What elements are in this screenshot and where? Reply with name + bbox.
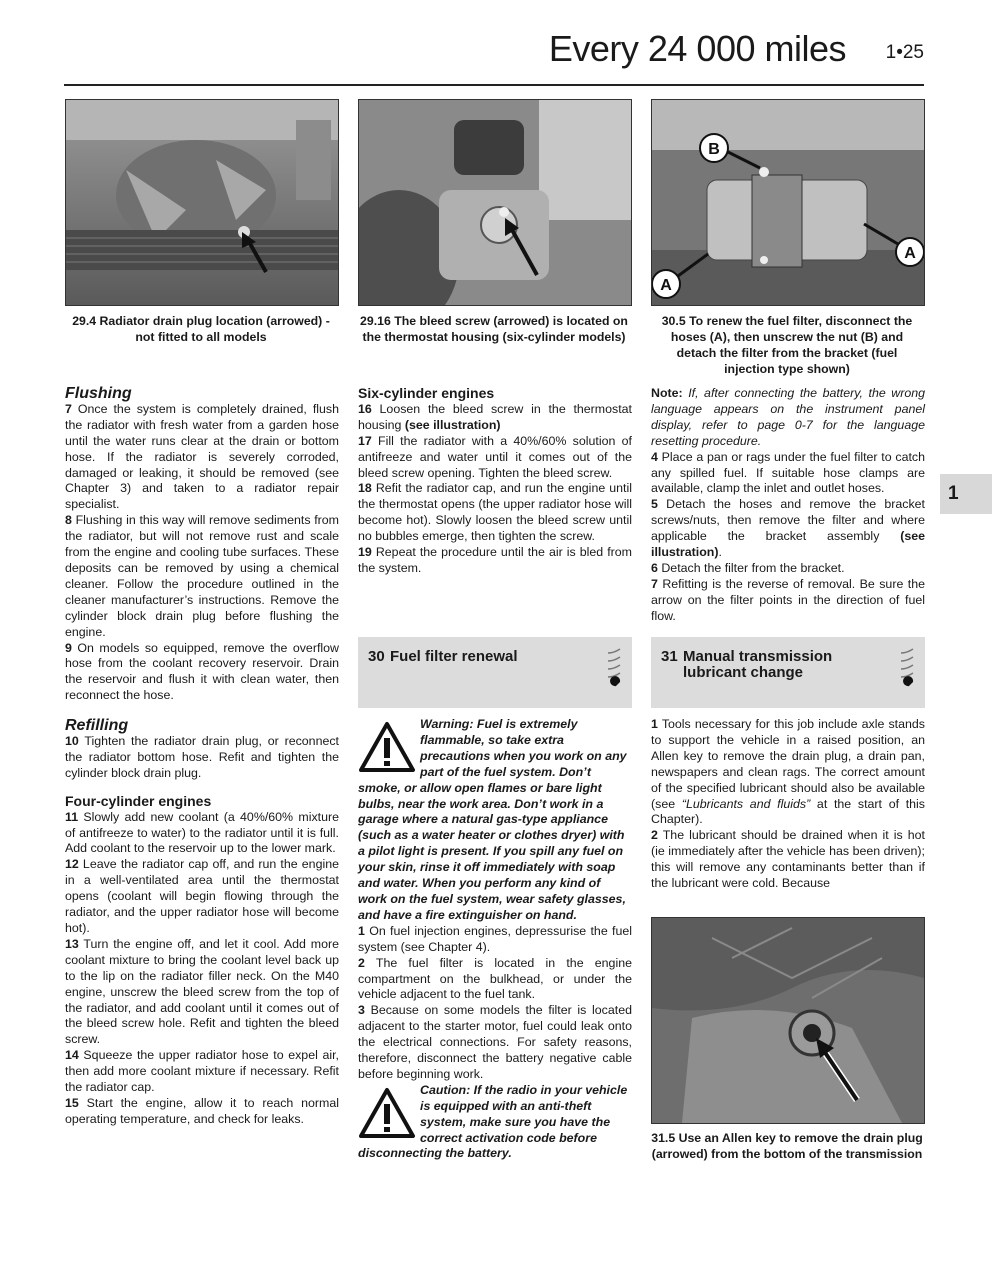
caption-photo-3: 30.5 To renew the fuel filter, disconnect the hoses (A), then unscrew the nut (B) and detach the filter from the bracket (fuel injection type shown) [661,314,913,376]
para-30-5: 5 Detach the hoses and remove the bracket screws/nuts, then remove the filter and where applicable the bracket assembly (see illustration). [651,497,925,560]
para-30-7: 7 Refitting is the reverse of removal. Be sure the arrow on the filter points in the direction of fuel flow. [651,576,925,623]
para-31-2: 2 The lubricant should be drained when it is hot (ie immediately after the vehicle has been driven); this will remove any contaminants better than if the lubricant were cold. Because [651,828,925,891]
chapter-tab: 1 [940,474,992,514]
para-30-6: 6 Detach the filter from the bracket. [651,560,845,575]
page-number: 1•25 [885,42,924,63]
wrench-difficulty-icon [604,647,624,699]
label-b: B [708,141,720,158]
para-19: 19 Repeat the procedure until the air is bled from the system. [358,545,632,575]
para-12: 12 Leave the radiator cap off, and run the engine in a well-ventilated area until the thermostat opens (coolant will begin flowing through the radiator, and the upper radiator hose will become hot). [65,857,339,935]
para-30-2: 2 The fuel filter is located in the engine compartment on the bulkhead, or under the vehicle adjacent to the fuel tank. [358,955,632,1002]
column-2-lower [358,717,632,1162]
section-30-header: 30 Fuel filter renewal [358,637,632,708]
para-30-3: 3 Because on some models the filter is located adjacent to the starter motor, fuel could leak onto the electrical connections. For safety reasons, therefore, disconnect the battery negative cable before beginning work. [358,1003,632,1081]
heading-six-cylinder: Six-cylinder engines [358,385,495,401]
column-3 [651,386,925,625]
note-language: Note: If, after connecting the battery, the wrong language appears on the instrument panel display, refer to page 0-7 for the language resetting procedure. [651,386,925,448]
para-16: 16 Loosen the bleed screw in the thermostat housing (see illustration) [358,401,632,432]
column-1 [65,386,339,1128]
para-11: 11 Slowly add new coolant (a 40%/60% mixture of antifreeze to water) to the radiator until it is full. Add coolant to the reservoir up to the lower mark. [65,809,339,856]
warning-icon [358,721,416,773]
para-14: 14 Squeeze the upper radiator hose to expel air, then add more coolant mixture if necessary. Refit the radiator cap. [65,1048,339,1095]
wrench-difficulty-icon [897,647,917,699]
caption-photo-2: 29.16 The bleed screw (arrowed) is located on the thermostat housing (six-cylinder models) [360,314,628,344]
heading-refilling: Refilling [65,717,129,735]
para-30-4: 4 Place a pan or rags under the fuel filter to catch any spilled fuel. If suitable hose clamps are available, clamp the inlet and outlet hoses. [651,449,925,496]
photo-fuel-filter [651,99,925,306]
para-13: 13 Turn the engine off, and let it cool. Add more coolant mixture to bring the coolant level back up to the lip on the radiator filler neck. On the M40 engine, unscrew the bleed screw from the top of the radiator, and add coolant until it comes out of the bleed screw hole. Refit and tighten the bleed screw. [65,936,339,1047]
para-15: 15 Start the engine, allow it to reach normal operating temperature, and check for leaks. [65,1095,339,1126]
photo-bleed-screw [358,99,632,306]
fuel-warning: Warning: Fuel is extremely flammable, so take extra precautions when you work on any part of the fuel system. Don’t smoke, or allow open flames or bare light bulbs, near the work area. Don’t work in a garage where a natural gas-type appliance (such as a water heater or clothes dryer) with a pilot light is present. If you spill any fuel on your skin, rinse it off immediately with soap and water. When you perform any kind of work on the fuel system, wear safety glasses, and have a fire extinguisher on hand. [358,717,627,922]
section-31-header: 31 Manual transmission lubricant change [651,637,925,708]
page-title: Every 24 000 miles [548,28,846,69]
para-10: 10 Tighten the radiator drain plug, or reconnect the radiator bottom hose. Refit and tighten the cylinder block drain plug. [65,734,339,780]
para-30-1: 1 On fuel injection engines, depressurise the fuel system (see Chapter 4). [358,923,632,954]
label-a-right: A [904,245,916,262]
caption-photo-1: 29.4 Radiator drain plug location (arrowed) - not fitted to all models [72,314,330,344]
para-8: 8 Flushing in this way will remove sediments from the radiator, but will not remove rust and scale from the engine and cooling tube surfaces. These deposits can be removed by using a chemical cleaner. Follow the procedure outlined in the cleaner manufacturer’s instructions. Remove the cylinder block drain plug before flushing the engine. [65,513,339,639]
header-rule [64,84,924,86]
para-7: 7 Once the system is completely drained, flush the radiator with fresh water from a garden hose until the water runs clear at the drain or bottom hose. If the radiator is severely corroded, damaged or leaking, it should be removed (see Chapter 3) and taken to a radiator repair specialist. [65,401,339,512]
heading-four-cylinder: Four-cylinder engines [65,792,212,809]
column-3-lower [651,717,925,892]
caption-photo-4: 31.5 Use an Allen key to remove the drain plug (arrowed) from the bottom of the transmission [651,1131,923,1161]
para-31-1: 1 Tools necessary for this job include axle stands to support the vehicle in a raised position, an Allen key to remove the drain plug, a drain pan, newspapers and clean rags. The correct amount of the specified lubricant should also be available (see “Lubricants and fluids” at the start of this Chapter). [651,717,926,827]
label-a-left: A [660,277,672,294]
caution-icon [358,1087,416,1139]
column-2 [358,386,632,577]
photo-transmission-drain-plug [651,917,925,1124]
battery-caution: Caution: If the radio in your vehicle is equipped with an anti-theft system, make sure you have the correct activation code before disconnecting the battery. [358,1082,628,1161]
para-18: 18 Refit the radiator cap, and run the engine until the thermostat opens (the upper radiator hose will become hot). Slowly loosen the bleed screw until no bubbles emerge, then tighten the screw. [358,481,632,544]
para-9: 9 On models so equipped, remove the overflow hose from the coolant recovery reservoir. Drain the reservoir and flush it with clean water, then reconnect the hose. [65,640,339,703]
para-17: 17 Fill the radiator with a 40%/60% solution of antifreeze and water until it comes out of the bleed screw opening. Tighten the bleed screw. [358,433,632,480]
heading-flushing: Flushing [65,385,132,402]
photo-radiator-drain-plug [65,99,339,306]
